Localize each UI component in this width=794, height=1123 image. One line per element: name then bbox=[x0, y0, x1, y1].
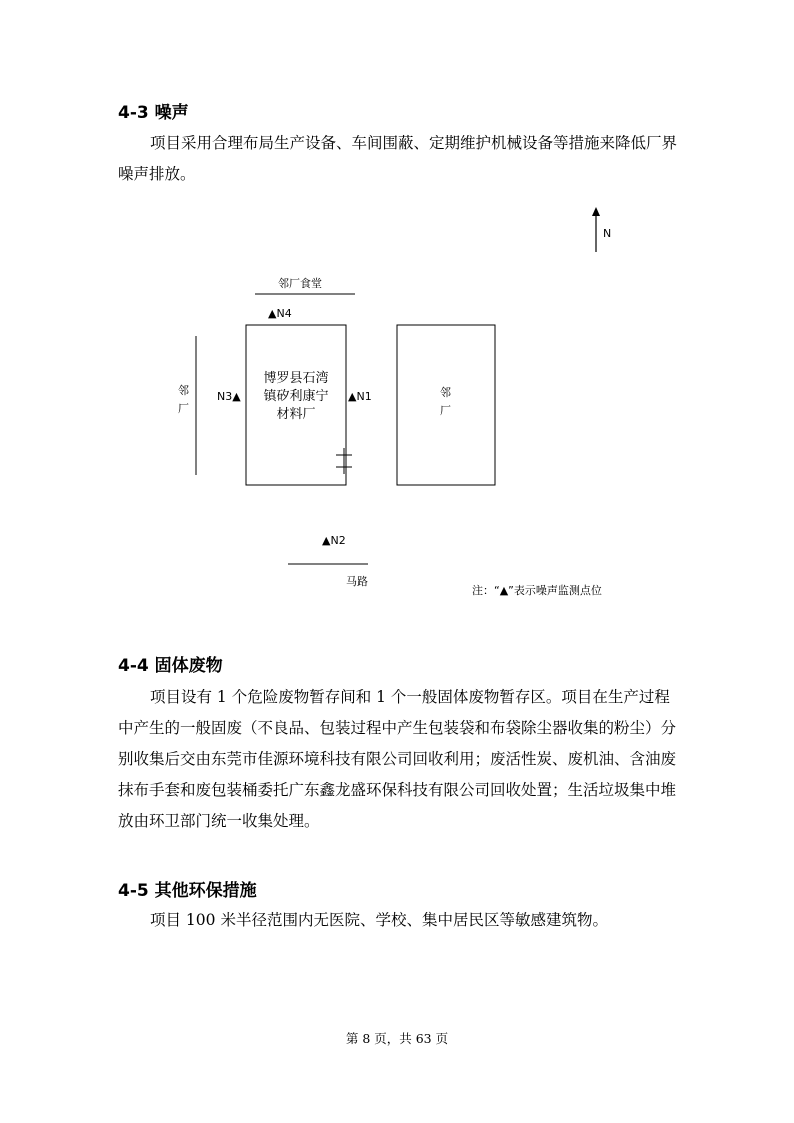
monitoring-point-n2: ▲N2 bbox=[322, 534, 346, 547]
section-heading-noise: 4-3 噪声 bbox=[118, 103, 189, 123]
paragraph-other-text: 项目 100 米半径范围内无医院、学校、集中居民区等敏感建筑物。 bbox=[150, 911, 608, 929]
factory-name-line-2: 镇矽利康宁 bbox=[263, 389, 329, 404]
paragraph-solid-waste bbox=[118, 682, 678, 837]
factory-name-line-1: 博罗县石湾 bbox=[263, 371, 329, 386]
north-label: N bbox=[603, 227, 612, 240]
factory-name-line-3: 材料厂 bbox=[276, 407, 316, 422]
monitoring-point-n3: N3▲ bbox=[217, 390, 241, 403]
left-neighbor-label-1: 邻 bbox=[178, 384, 189, 397]
monitoring-point-n1: ▲N1 bbox=[348, 390, 372, 403]
factory-name bbox=[246, 370, 346, 424]
left-neighbor-label-2: 厂 bbox=[178, 402, 189, 415]
canteen-label: 邻厂食堂 bbox=[278, 277, 322, 290]
paragraph-noise-text: 项目采用合理布局生产设备、车间围蔽、定期维护机械设备等措施来降低厂界噪声排放。 bbox=[118, 134, 678, 183]
north-arrow-icon bbox=[592, 207, 600, 252]
road-label: 马路 bbox=[346, 575, 368, 588]
right-neighbor-label-2: 厂 bbox=[440, 404, 451, 417]
section-heading-other: 4-5 其他环保措施 bbox=[118, 881, 257, 901]
paragraph-other bbox=[118, 905, 678, 936]
right-neighbor-label-1: 邻 bbox=[440, 386, 451, 399]
diagram-note: 注：“▲”表示噪声监测点位 bbox=[472, 584, 602, 597]
paragraph-solid-waste-text: 项目设有 1 个危险废物暂存间和 1 个一般固体废物暂存区。项目在生产过程中产生的一般固废（不良品、包装过程中产生包装袋和布袋除尘器收集的粉尘）分别收集后交由东莞市佳源环境科技有限公司回收利用；废活性炭、废机油、含油废抹布手套和废包装桶委托广东鑫龙盛环保科技有限公司回收处置；生活垃圾集中堆放由环卫部门统一收集处理。 bbox=[118, 688, 677, 830]
monitoring-point-n4: ▲N4 bbox=[268, 307, 292, 320]
section-heading-solid-waste: 4-4 固体废物 bbox=[118, 656, 223, 676]
page-footer: 第 8 页，共 63 页 bbox=[345, 1031, 449, 1046]
